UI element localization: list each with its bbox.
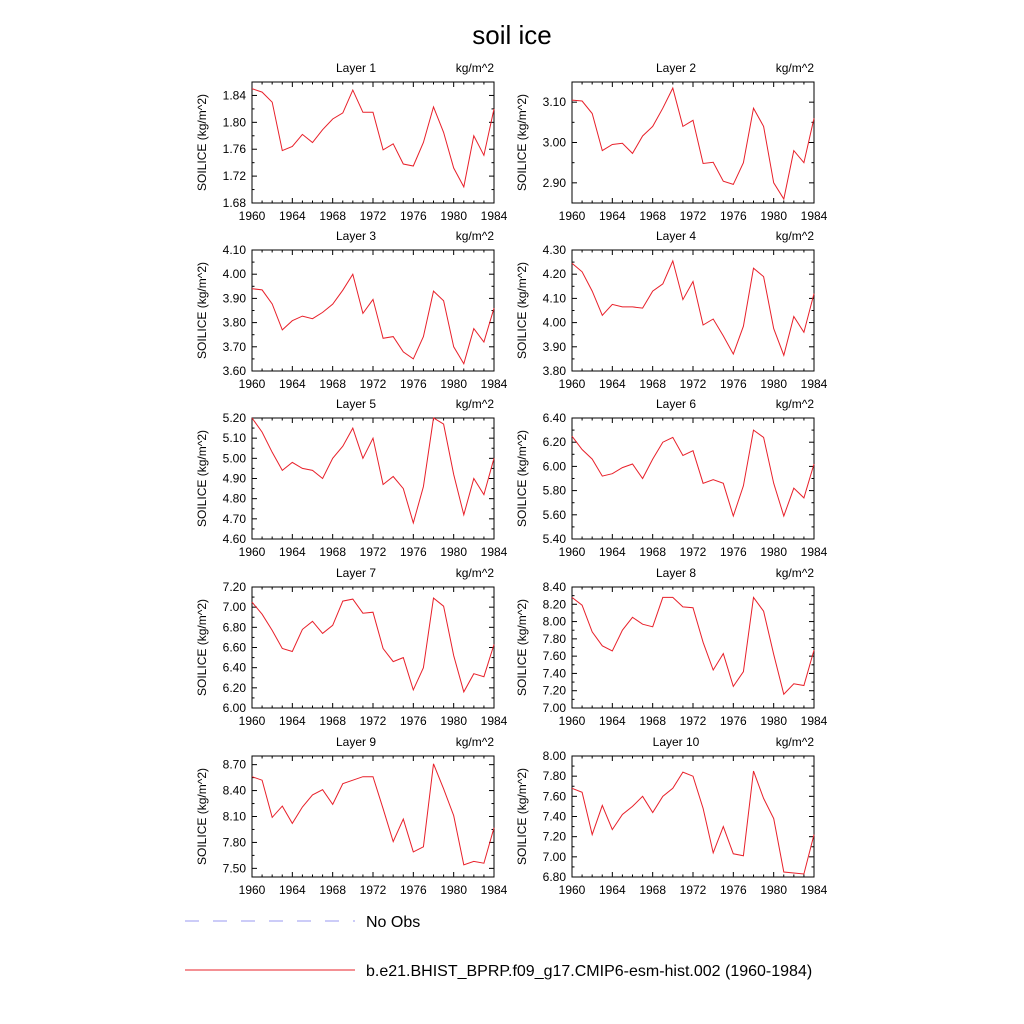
panel-units: kg/m^2 xyxy=(455,229,494,243)
panel-units: kg/m^2 xyxy=(775,735,814,749)
y-tick-label: 6.20 xyxy=(222,680,246,695)
x-tick-label: 1960 xyxy=(238,883,266,897)
y-axis-label: SOILICE (kg/m^2) xyxy=(195,768,209,865)
panel-title: Layer 8 xyxy=(655,566,697,580)
y-tick-label: 1.72 xyxy=(222,169,246,184)
y-tick-label: 5.40 xyxy=(542,532,566,546)
y-tick-label: 8.70 xyxy=(222,757,246,772)
x-tick-label: 1960 xyxy=(558,545,586,559)
x-tick-label: 1980 xyxy=(760,883,788,897)
y-tick-label: 6.00 xyxy=(542,459,566,474)
x-tick-label: 1976 xyxy=(719,377,747,391)
series-line xyxy=(252,274,494,364)
y-tick-label: 1.68 xyxy=(222,196,246,210)
plot-frame xyxy=(252,587,494,708)
y-tick-label: 4.10 xyxy=(542,291,566,306)
y-tick-label: 3.10 xyxy=(542,95,566,110)
y-tick-label: 5.60 xyxy=(542,507,566,522)
panel-title: Layer 1 xyxy=(335,61,377,75)
y-axis-label: SOILICE (kg/m^2) xyxy=(195,262,209,359)
panel-title: Layer 2 xyxy=(655,61,697,75)
panel-units: kg/m^2 xyxy=(455,397,494,411)
x-tick-label: 1972 xyxy=(359,545,387,559)
x-tick-label: 1984 xyxy=(800,883,828,897)
x-tick-label: 1976 xyxy=(719,209,747,223)
x-tick-label: 1976 xyxy=(719,545,747,559)
y-tick-label: 4.80 xyxy=(222,491,246,506)
x-tick-label: 1976 xyxy=(399,545,427,559)
x-tick-label: 1976 xyxy=(719,714,747,728)
y-tick-label: 7.60 xyxy=(542,789,566,804)
panel-layer-5 xyxy=(195,397,508,559)
x-tick-label: 1968 xyxy=(639,377,667,391)
x-tick-label: 1980 xyxy=(440,714,468,728)
y-tick-label: 5.80 xyxy=(542,483,566,498)
y-tick-label: 7.00 xyxy=(222,600,246,615)
y-tick-label: 7.40 xyxy=(542,809,566,824)
y-axis-label: SOILICE (kg/m^2) xyxy=(195,430,209,527)
y-tick-label: 6.00 xyxy=(222,701,246,715)
x-tick-label: 1980 xyxy=(440,377,468,391)
panel-units: kg/m^2 xyxy=(775,566,814,580)
x-tick-label: 1960 xyxy=(558,209,586,223)
panel-title: Layer 10 xyxy=(652,735,700,749)
x-tick-label: 1984 xyxy=(800,377,828,391)
x-tick-label: 1976 xyxy=(399,714,427,728)
x-tick-label: 1960 xyxy=(238,209,266,223)
y-tick-label: 7.60 xyxy=(542,649,566,664)
legend-label-no-obs: No Obs xyxy=(366,914,421,931)
x-tick-label: 1968 xyxy=(639,883,667,897)
x-tick-label: 1980 xyxy=(760,714,788,728)
legend xyxy=(185,914,812,980)
panel-layer-4 xyxy=(515,229,828,391)
x-tick-label: 1980 xyxy=(760,377,788,391)
x-tick-label: 1968 xyxy=(639,714,667,728)
panel-title: Layer 5 xyxy=(335,397,377,411)
series-line xyxy=(252,598,494,692)
plot-frame xyxy=(572,250,814,371)
y-axis-label: SOILICE (kg/m^2) xyxy=(515,94,529,191)
y-tick-label: 3.90 xyxy=(222,291,246,306)
series-line xyxy=(252,89,494,187)
y-tick-label: 7.50 xyxy=(222,861,246,876)
figure-title: soil ice xyxy=(472,20,552,50)
y-tick-label: 6.80 xyxy=(542,870,566,884)
y-tick-label: 8.40 xyxy=(222,783,246,798)
y-tick-label: 7.00 xyxy=(542,701,566,715)
y-tick-label: 4.70 xyxy=(222,511,246,526)
y-tick-label: 7.80 xyxy=(222,835,246,850)
y-axis-label: SOILICE (kg/m^2) xyxy=(515,768,529,865)
y-tick-label: 7.40 xyxy=(542,666,566,681)
panel-layer-7 xyxy=(195,566,508,728)
panel-layer-2 xyxy=(515,61,828,223)
x-tick-label: 1984 xyxy=(800,714,828,728)
y-tick-label: 4.30 xyxy=(542,243,566,257)
x-tick-label: 1964 xyxy=(278,377,306,391)
series-line xyxy=(572,771,814,874)
x-tick-label: 1964 xyxy=(278,883,306,897)
y-tick-label: 5.10 xyxy=(222,431,246,446)
panel-title: Layer 9 xyxy=(335,735,377,749)
y-tick-label: 5.00 xyxy=(222,451,246,466)
x-tick-label: 1972 xyxy=(359,883,387,897)
x-tick-label: 1968 xyxy=(319,883,347,897)
y-axis-label: SOILICE (kg/m^2) xyxy=(195,94,209,191)
y-tick-label: 4.00 xyxy=(222,267,246,282)
plot-frame xyxy=(572,587,814,708)
panel-title: Layer 3 xyxy=(335,229,377,243)
series-line xyxy=(252,418,494,523)
y-axis-label: SOILICE (kg/m^2) xyxy=(515,599,529,696)
plot-frame xyxy=(572,82,814,203)
plot-frame xyxy=(572,418,814,539)
panel-title: Layer 4 xyxy=(655,229,697,243)
x-tick-label: 1972 xyxy=(679,209,707,223)
x-tick-label: 1968 xyxy=(639,209,667,223)
x-tick-label: 1968 xyxy=(639,545,667,559)
x-tick-label: 1968 xyxy=(319,545,347,559)
x-tick-label: 1964 xyxy=(278,545,306,559)
x-tick-label: 1976 xyxy=(719,883,747,897)
x-tick-label: 1960 xyxy=(238,377,266,391)
x-tick-label: 1984 xyxy=(480,209,508,223)
panel-layer-6 xyxy=(515,397,828,559)
x-tick-label: 1968 xyxy=(319,209,347,223)
x-tick-label: 1960 xyxy=(238,545,266,559)
x-tick-label: 1968 xyxy=(319,714,347,728)
x-tick-label: 1984 xyxy=(800,209,828,223)
y-tick-label: 8.20 xyxy=(542,597,566,612)
x-tick-label: 1980 xyxy=(760,545,788,559)
y-tick-label: 6.60 xyxy=(222,640,246,655)
x-tick-label: 1984 xyxy=(480,883,508,897)
y-tick-label: 7.00 xyxy=(542,849,566,864)
x-tick-label: 1972 xyxy=(359,714,387,728)
x-tick-label: 1964 xyxy=(278,714,306,728)
y-tick-label: 3.60 xyxy=(222,364,246,378)
y-tick-label: 6.40 xyxy=(222,660,246,675)
x-tick-label: 1980 xyxy=(440,545,468,559)
y-axis-label: SOILICE (kg/m^2) xyxy=(195,599,209,696)
y-tick-label: 1.84 xyxy=(222,88,246,103)
x-tick-label: 1960 xyxy=(238,714,266,728)
x-tick-label: 1980 xyxy=(440,883,468,897)
panel-layer-9 xyxy=(195,735,508,897)
x-tick-label: 1960 xyxy=(558,377,586,391)
y-tick-label: 6.40 xyxy=(542,411,566,425)
y-tick-label: 4.60 xyxy=(222,532,246,546)
y-tick-label: 4.00 xyxy=(542,315,566,330)
y-tick-label: 3.80 xyxy=(222,315,246,330)
y-tick-label: 2.90 xyxy=(542,175,566,190)
y-tick-label: 1.76 xyxy=(222,142,246,157)
x-tick-label: 1964 xyxy=(598,377,626,391)
x-tick-label: 1984 xyxy=(800,545,828,559)
x-tick-label: 1960 xyxy=(558,714,586,728)
x-tick-label: 1972 xyxy=(359,209,387,223)
plot-frame xyxy=(252,418,494,539)
x-tick-label: 1984 xyxy=(480,545,508,559)
series-line xyxy=(572,597,814,694)
y-tick-label: 7.20 xyxy=(222,580,246,594)
x-tick-label: 1984 xyxy=(480,377,508,391)
y-tick-label: 6.80 xyxy=(222,620,246,635)
y-tick-label: 8.40 xyxy=(542,580,566,594)
panel-units: kg/m^2 xyxy=(455,735,494,749)
y-axis-label: SOILICE (kg/m^2) xyxy=(515,430,529,527)
y-tick-label: 8.10 xyxy=(222,809,246,824)
x-tick-label: 1964 xyxy=(598,883,626,897)
y-axis-label: SOILICE (kg/m^2) xyxy=(515,262,529,359)
x-tick-label: 1964 xyxy=(598,545,626,559)
panel-layer-10 xyxy=(515,735,828,897)
y-tick-label: 7.80 xyxy=(542,631,566,646)
panel-layer-8 xyxy=(515,566,828,728)
x-tick-label: 1980 xyxy=(760,209,788,223)
x-tick-label: 1964 xyxy=(598,714,626,728)
y-tick-label: 3.00 xyxy=(542,135,566,150)
y-tick-label: 4.90 xyxy=(222,471,246,486)
y-tick-label: 4.10 xyxy=(222,243,246,257)
y-tick-label: 8.00 xyxy=(542,749,566,763)
x-tick-label: 1980 xyxy=(440,209,468,223)
legend-label-model: b.e21.BHIST_BPRP.f09_g17.CMIP6-esm-hist.002 (1960-1984) xyxy=(366,963,813,980)
y-tick-label: 3.90 xyxy=(542,339,566,354)
x-tick-label: 1972 xyxy=(679,883,707,897)
plot-frame xyxy=(252,82,494,203)
panel-units: kg/m^2 xyxy=(775,229,814,243)
x-tick-label: 1976 xyxy=(399,377,427,391)
y-tick-label: 3.80 xyxy=(542,364,566,378)
panel-units: kg/m^2 xyxy=(775,397,814,411)
series-line xyxy=(572,430,814,516)
x-tick-label: 1976 xyxy=(399,209,427,223)
y-tick-label: 7.20 xyxy=(542,829,566,844)
x-tick-label: 1972 xyxy=(679,714,707,728)
x-tick-label: 1984 xyxy=(480,714,508,728)
y-tick-label: 1.80 xyxy=(222,115,246,130)
x-tick-label: 1964 xyxy=(278,209,306,223)
panels xyxy=(195,61,828,897)
panel-units: kg/m^2 xyxy=(775,61,814,75)
x-tick-label: 1960 xyxy=(558,883,586,897)
x-tick-label: 1972 xyxy=(679,377,707,391)
x-tick-label: 1976 xyxy=(399,883,427,897)
panel-units: kg/m^2 xyxy=(455,61,494,75)
series-line xyxy=(252,764,494,865)
x-tick-label: 1972 xyxy=(359,377,387,391)
panel-title: Layer 7 xyxy=(335,566,377,580)
x-tick-label: 1964 xyxy=(598,209,626,223)
plot-frame xyxy=(572,756,814,877)
y-tick-label: 8.00 xyxy=(542,614,566,629)
y-tick-label: 7.80 xyxy=(542,769,566,784)
series-line xyxy=(572,88,814,199)
x-tick-label: 1968 xyxy=(319,377,347,391)
panel-title: Layer 6 xyxy=(655,397,697,411)
panel-layer-1 xyxy=(195,61,508,223)
y-tick-label: 4.20 xyxy=(542,267,566,282)
y-tick-label: 6.20 xyxy=(542,435,566,450)
x-tick-label: 1972 xyxy=(679,545,707,559)
y-tick-label: 3.70 xyxy=(222,339,246,354)
y-tick-label: 7.20 xyxy=(542,683,566,698)
y-tick-label: 5.20 xyxy=(222,411,246,425)
panel-units: kg/m^2 xyxy=(455,566,494,580)
panel-layer-3 xyxy=(195,229,508,391)
series-line xyxy=(572,261,814,355)
